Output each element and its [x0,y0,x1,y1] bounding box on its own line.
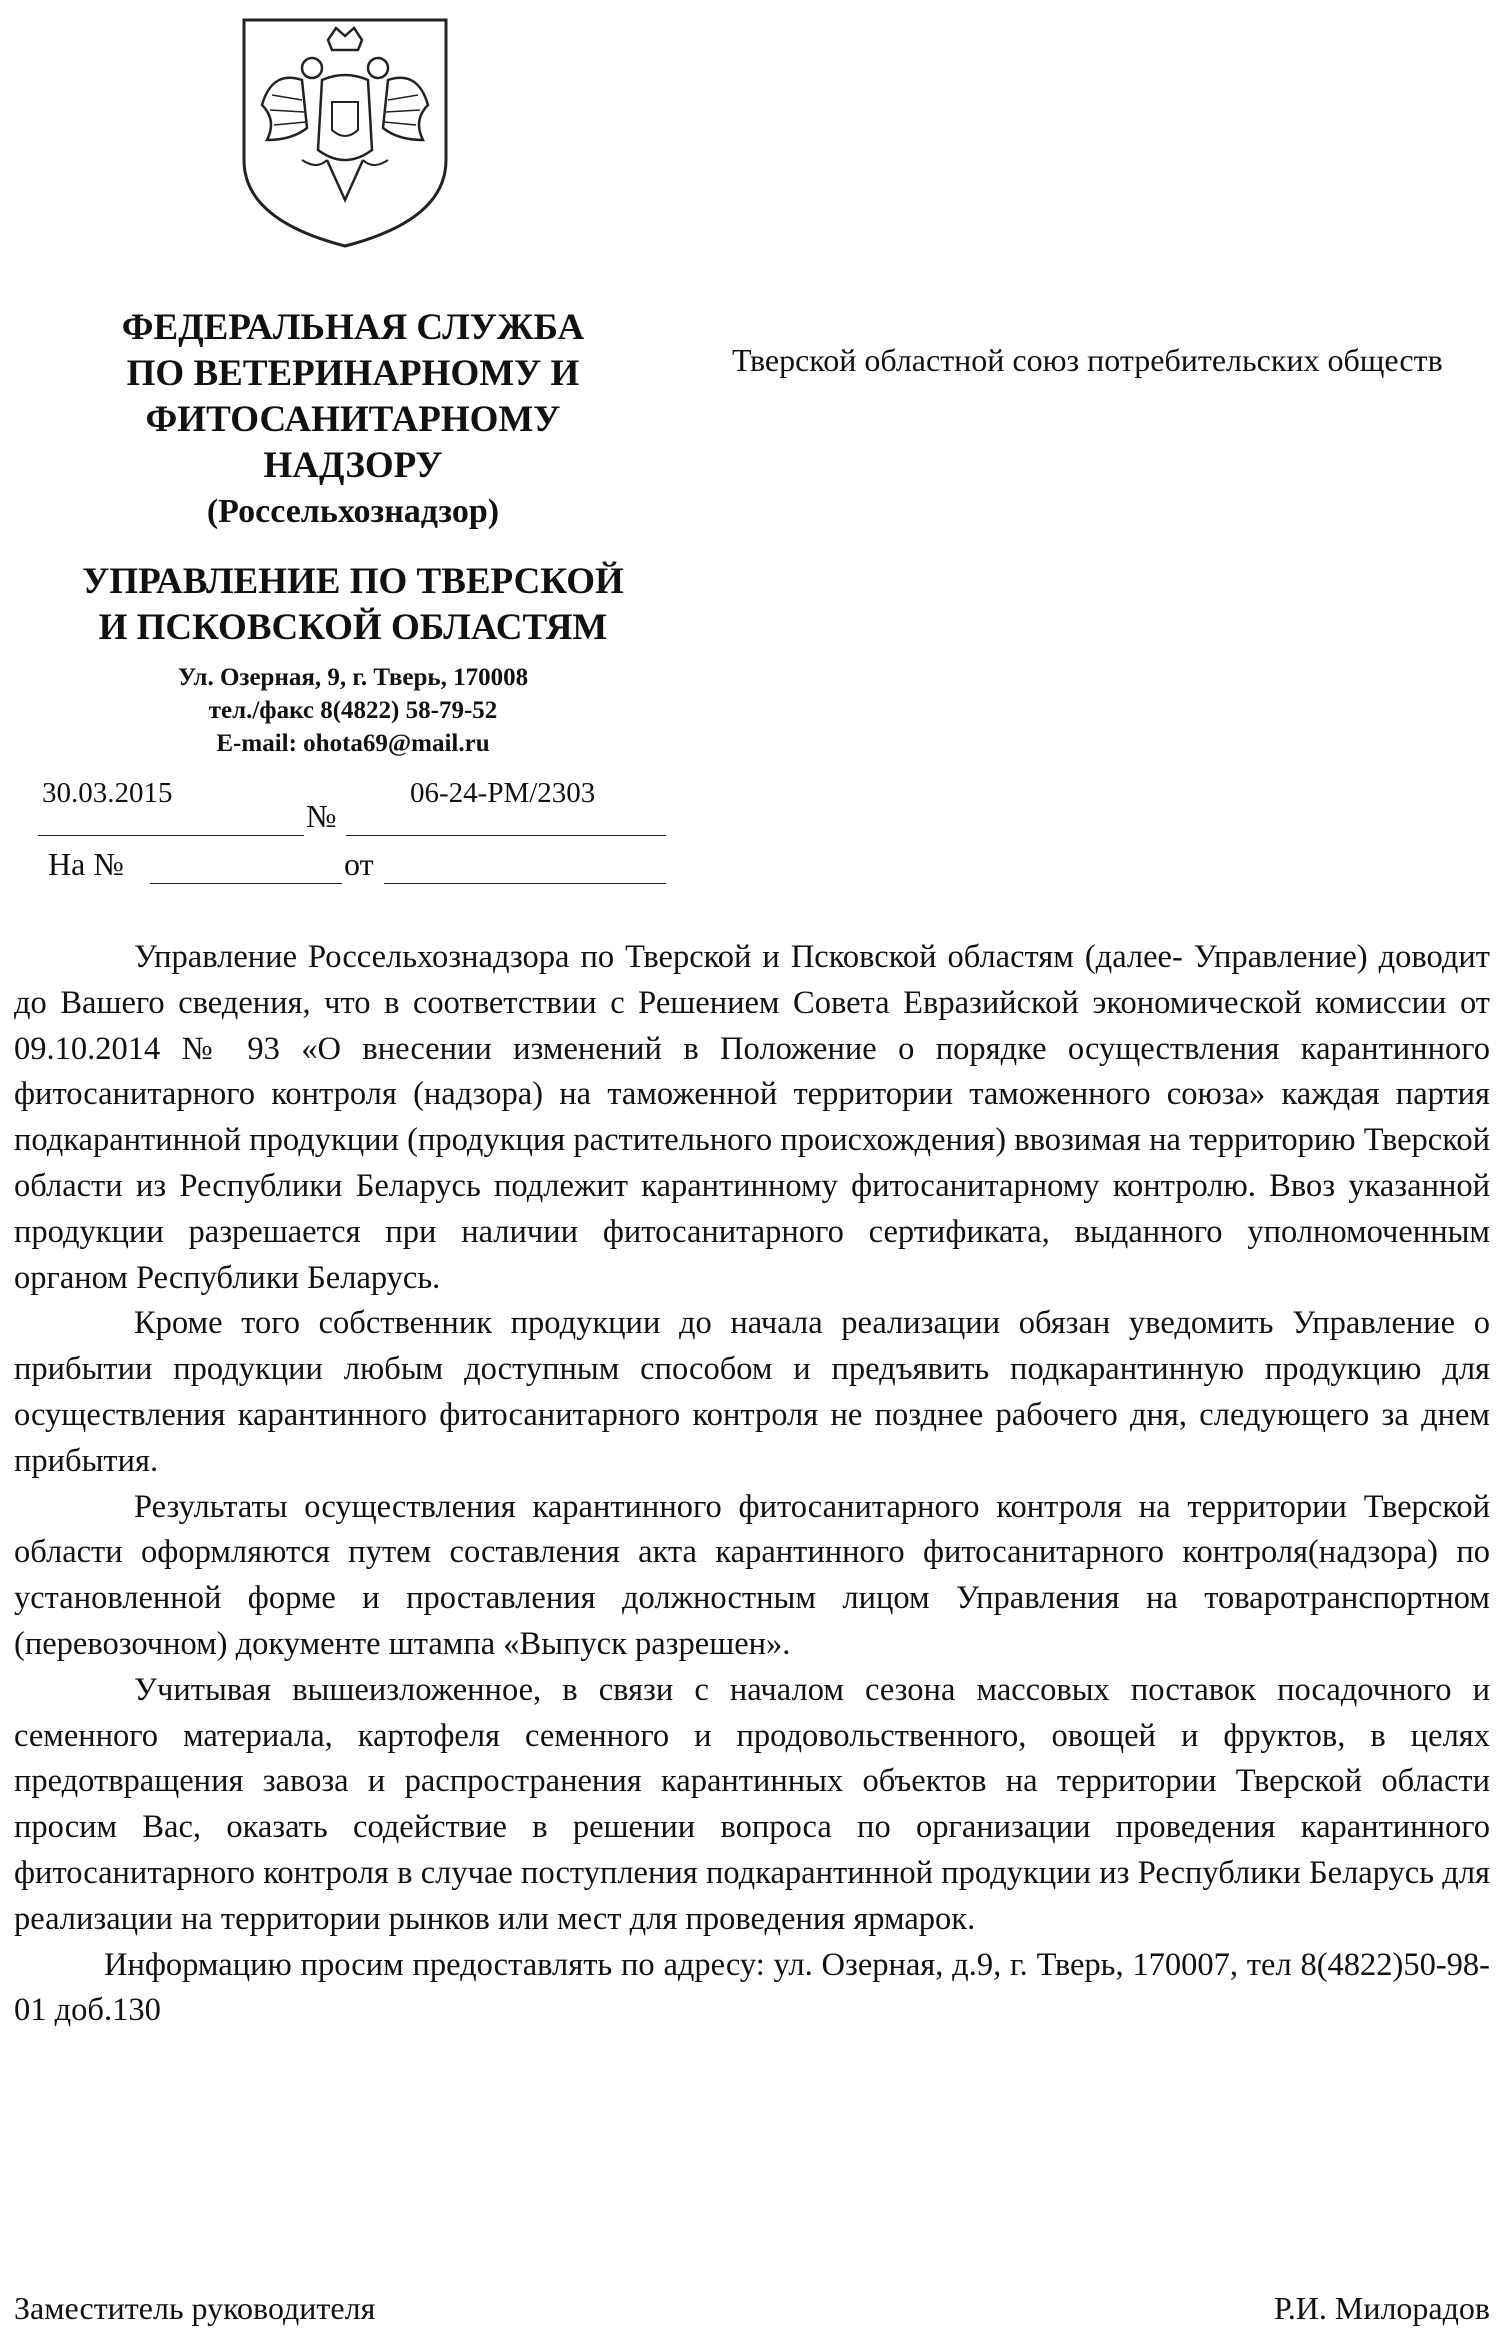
org-name-line: НАДЗОРУ [263,445,443,486]
dept-name-line: УПРАВЛЕНИЕ ПО ТВЕРСКОЙ [82,561,624,602]
recipient: Тверской областной союз потребительских обществ [732,342,1443,378]
reference-underline [150,883,342,884]
org-email: E-mail: ohota69@mail.ru [216,730,490,757]
reference-label: На № [48,846,124,882]
number-underline [346,835,666,836]
document-date: 30.03.2015 [42,777,173,809]
document-number: 06-24-РМ/2303 [410,777,596,809]
number-label: № [306,798,337,834]
org-address: Ул. Озерная, 9, г. Тверь, 170008 [177,664,529,691]
letter-body [14,935,1490,2034]
from-underline [384,883,666,884]
signatory-position: Заместитель руководителя [14,2290,376,2326]
body-paragraph: Кроме того собственник продукции до начала реализации обязан уведомить Управление о прибытии продукции любым доступным способом и предъявить подкарантинную продукцию для осуществления карантинного фитосанитарного контроля не позднее рабочего дня, следующего за днем прибытия. [14,1305,1490,1479]
coat-of-arms-emblem [232,10,458,250]
body-paragraph: Информацию просим предоставлять по адресу: ул. Озерная, д.9, г. Тверь, 170007, тел 8(4822)50-98-01 доб.130 [14,1946,1490,2029]
signature-block [14,2290,1490,2327]
date-underline [38,835,304,836]
org-name-line: ПО ВЕТЕРИНАРНОМУ И [126,353,580,394]
from-label: от [344,846,374,882]
body-paragraph: Управление Россельхознадзора по Тверской и Псковской областям (далее- Управление) доводит до Вашего сведения, что в соответствии с Решением Совета Евразийской экономической комиссии от 09.10.2014 № 93 «О внесении изменений в Положение о порядке осуществления карантинного фитосанитарного контроля (надзора) на таможенной территории таможенного союза» каждая партия подкарантинной продукции (продукция растительного происхождения) ввозимая на территорию Тверской области из Республики Беларусь подлежит карантинному фитосанитарному контролю. Ввоз указанной продукции разрешается при наличии фитосанитарного сертификата, выданного уполномоченным органом Республики Беларусь. [14,939,1490,1296]
signatory-name: Р.И. Милорадов [1273,2290,1490,2326]
org-name-line: ФИТОСАНИТАРНОМУ [145,399,561,440]
body-paragraph: Результаты осуществления карантинного фитосанитарного контроля на территории Тверской области оформляются путем составления акта карантинного фитосанитарного контроля(надзора) по установленной форме и проставления должностным лицом Управления на товаротранспортном (перевозочном) документе штампа «Выпуск разрешен». [14,1488,1490,1662]
dept-name-line: И ПСКОВСКОЙ ОБЛАСТЯМ [98,607,608,648]
org-name-line: ФЕДЕРАЛЬНАЯ СЛУЖБА [121,307,585,348]
org-phone: тел./факс 8(4822) 58-79-52 [208,697,498,724]
body-paragraph: Учитывая вышеизложенное, в связи с началом сезона массовых поставок посадочного и семенного материала, картофеля семенного и продовольственного, овощей и фруктов, в целях предотвращения завоза и распространения карантинных объектов на территории Тверской области просим Вас, оказать содействие в решении вопроса по организации проведения карантинного фитосанитарного контроля в случае поступления подкарантинной продукции из Республики Беларусь для реализации на территории рынков или мест для проведения ярмарок. [14,1671,1490,1937]
letterhead [18,305,688,760]
org-short-name: (Россельхознадзор) [206,493,500,530]
